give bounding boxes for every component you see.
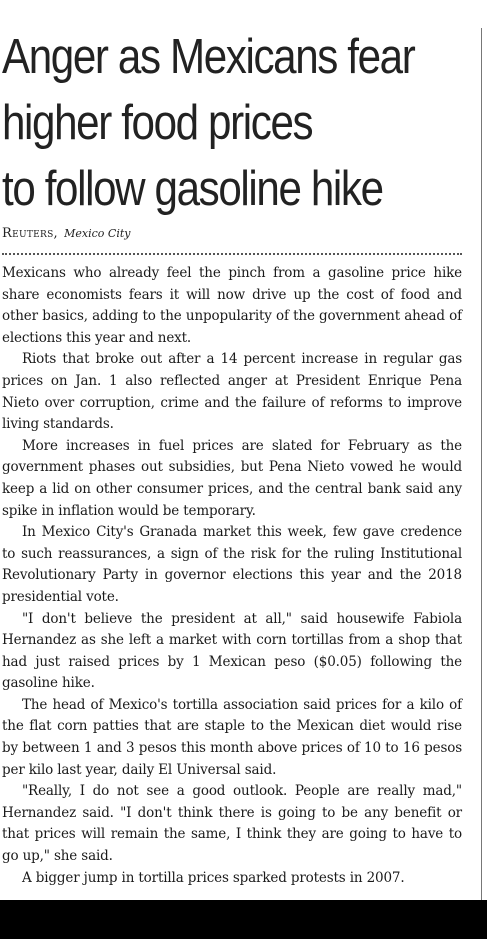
- byline-place: Mexico City: [64, 227, 131, 240]
- paragraph: "Really, I do not see a good outlook. People are really mad," Hernandez said. "I don't think there is going to be any benefit or that prices will remain the same, I think they are going to have to go up," she said.: [2, 783, 462, 865]
- bottom-black-bar: [0, 900, 487, 939]
- paragraph: "I don't believe the president at all," said housewife Fabiola Hernandez as she left a market with corn tortillas from a shop that had just raised prices by 1 Mexican peso ($0.05) following the gasoline hike.: [2, 610, 462, 692]
- headline-line: higher food prices: [2, 96, 313, 150]
- paragraph: More increases in fuel prices are slated for February as the government phases out subsidies, but Pena Nieto vowed he would keep a lid on other consumer prices, and the central bank said any spike in inflation would be temporary.: [2, 437, 462, 519]
- article-body: [2, 263, 462, 889]
- byline-agency: Reuters,: [2, 226, 58, 241]
- column-divider: [481, 28, 482, 900]
- paragraph: The head of Mexico's tortilla association said prices for a kilo of the flat corn patties that are staple to the Mexican diet would rise by between 1 and 3 pesos this month above prices of 10 to 16 pesos per kilo last year, daily El Universal said.: [2, 696, 462, 778]
- paragraph: A bigger jump in tortilla prices sparked protests in 2007.: [22, 869, 405, 886]
- paragraph: Riots that broke out after a 14 percent increase in regular gas prices on Jan. 1 also reflected anger at President Enrique Pena Nieto over corruption, crime and the failure of reforms to improve living standards.: [2, 351, 462, 433]
- headline: [2, 24, 466, 222]
- paragraph: Mexicans who already feel the pinch from a gasoline price hike share economists fears it will now drive up the cost of food and other basics, adding to the unpopularity of the government ahead of elections this year and next.: [2, 265, 462, 346]
- dotted-divider: [2, 253, 462, 255]
- headline-line: Anger as Mexicans fear: [2, 30, 415, 84]
- headline-line: to follow gasoline hike: [2, 162, 383, 216]
- byline: [2, 226, 466, 242]
- paragraph: In Mexico City's Granada market this week, few gave credence to such reassurances, a sign of the risk for the ruling Institutional Revolutionary Party in governor elections this year and the 2018 presidential vote.: [2, 524, 462, 605]
